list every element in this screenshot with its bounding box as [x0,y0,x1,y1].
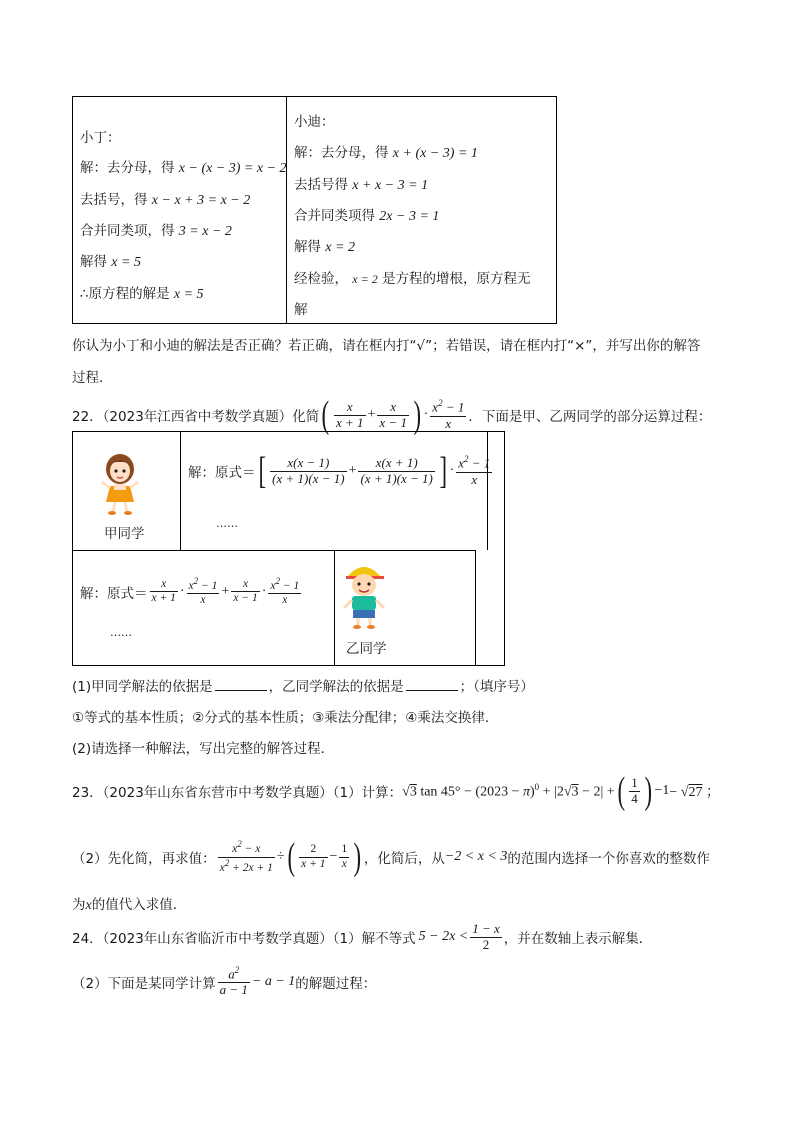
q23-part-2: （2）先化简，再求值： $\frac{x^2 - x}{x^2 + 2x + 1}$ ÷ ( $\frac{2}{x + 1}$ − $\frac{1}{x}$ ) ，化简后，从 −2 < x < 3 的范围内选择一个你喜欢的整数作 [72,836,710,878]
xiaoding-title: 小丁： [80,130,121,146]
q21-question-line-1: 你认为小丁和小迪的解法是否正确？若正确，请在框内打“√”；若错误，请在框内打“×”，并写出你的解答 [72,338,701,354]
answer-blank-1[interactable] [215,678,267,691]
xiaodi-step-5-cont: 解 [294,302,308,318]
table-divider [487,431,488,550]
xiaodi-step-5: 经检验， x = 2 是方程的增根，原方程无 [294,271,531,287]
xiaodi-step-1: 解：去分母，得 x + (x − 3) = 1 [294,145,478,161]
xiaoding-step-4: 解得 x = 5 [80,254,141,270]
xiaoding-step-1: 解：去分母，得 x − (x − 3) = x − 2 [80,160,287,176]
table-divider [334,550,335,665]
boy-student-avatar [340,560,388,630]
table-divider [286,96,287,323]
xiaodi-title: 小迪： [294,114,335,130]
xiaoding-step-2: 去括号，得 x − x + 3 = x − 2 [80,192,251,208]
yi-solution: 解：原式＝ $\frac{x}{x + 1}$ · $\frac{x^2 - 1}{x}$ + $\frac{x}{x - 1}$ · $\frac{x^2 - 1}{x}$ [80,576,300,607]
yi-ellipsis: …… [110,626,132,639]
xiaoding-step-5: ∴原方程的解是 x = 5 [80,286,204,302]
q23-part-1: 23．（2023年山东省东营市中考数学真题）（1）计算： √3 $\tan 45^\circ - (2023 - \pi)^0 + |2√3 - 2|$ + ( $\frac{1}{4}$ ) −1 − √27 ； [72,770,720,812]
table-row-divider [72,550,475,551]
jia-label: 甲同学 [104,526,145,542]
xiaodi-step-2: 去括号得 x + x − 3 = 1 [294,177,429,193]
q21-question-line-2: 过程． [72,370,113,386]
q23-part-2-cont: 为x的值代入求值． [72,897,187,913]
xiaoding-step-3: 合并同类项，得 3 = x − 2 [80,223,232,239]
answer-blank-2[interactable] [406,678,458,691]
q24-part-2: （2）下面是某同学计算 $\frac{a^2}{a - 1}$ − a − 1 的解题过程： [72,965,377,998]
table-divider [475,550,476,665]
xiaodi-step-3: 合并同类项得 2x − 3 = 1 [294,208,440,224]
yi-label: 乙同学 [346,641,387,657]
table-divider [180,431,181,550]
girl-student-avatar [96,452,144,516]
q22-sub-2: (2)请选择一种解法，写出完整的解答过程． [72,741,335,757]
q22-options: ①等式的基本性质；②分式的基本性质；③乘法分配律；④乘法交换律． [72,710,499,726]
q22-sub-1: (1)甲同学解法的依据是 ，乙同学解法的依据是 ；（填序号） [72,679,534,695]
xiaodi-step-4: 解得 x = 2 [294,239,355,255]
jia-ellipsis: …… [216,517,238,530]
q22-stem: 22．（2023年江西省中考数学真题）化简 ( $\frac{x}{x + 1}$ + $\frac{x}{x - 1}$ ) · $\frac{x^2 - 1}{x}$ ．下面是甲、乙两同学的部分运算过程： [72,394,712,436]
q24-part-1: 24．（2023年山东省临沂市中考数学真题）（1）解不等式 5 − 2x < $\frac{1 - x}{2}$ ，并在数轴上表示解集． [72,921,653,952]
jia-solution: 解：原式＝ [ $\frac{x(x - 1)}{(x + 1)(x - 1)}$ + $\frac{x(x + 1)}{(x + 1)(x - 1)}$ ] · $\frac{x^2 - 1}{x}$ [188,450,491,492]
